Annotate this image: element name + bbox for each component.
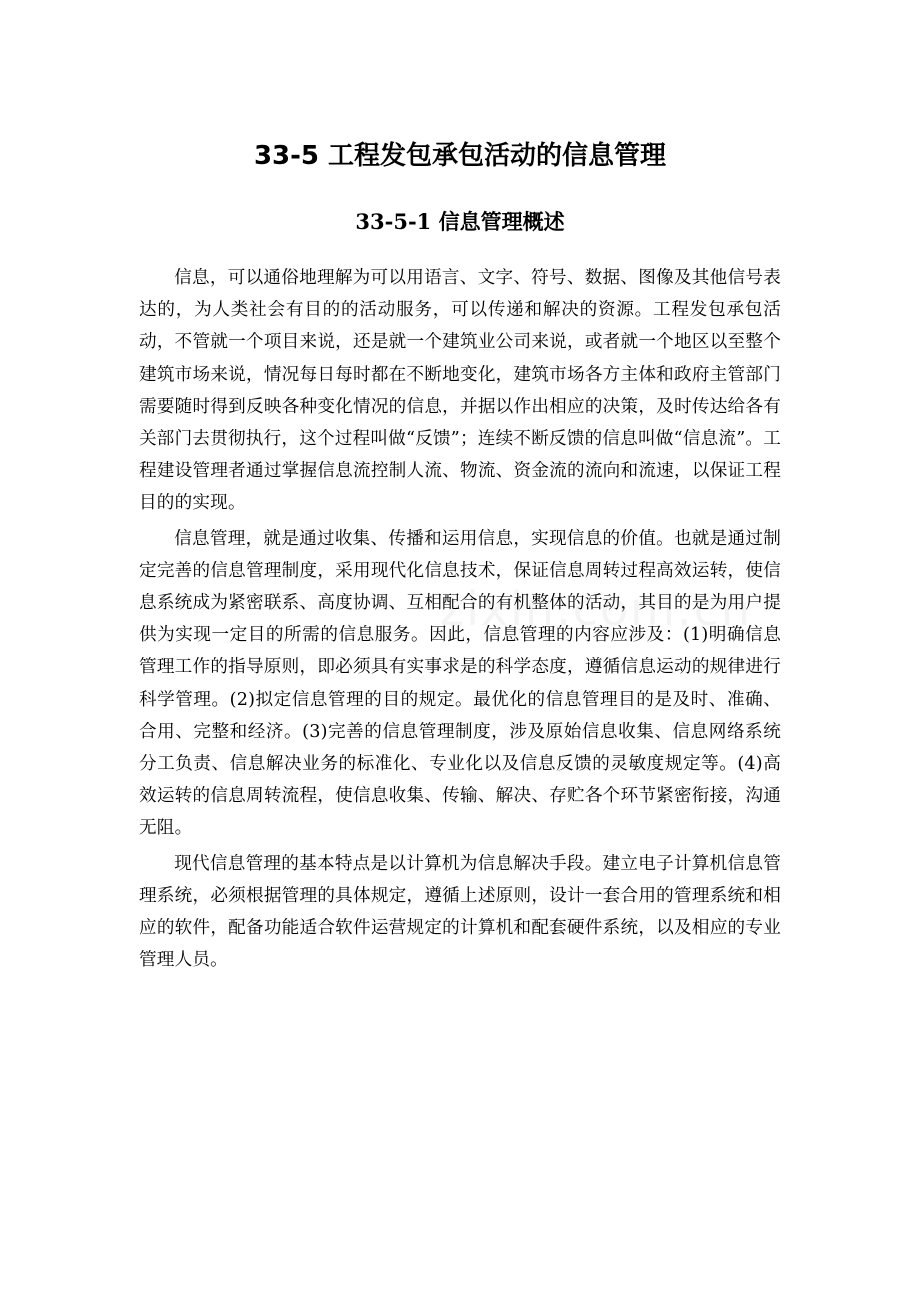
document-content (139, 128, 781, 976)
paragraph-1: 信息，可以通俗地理解为可以用语言、文字、符号、数据、图像及其他信号表达的，为人类社会有目的的活动服务，可以传递和解决的资源。工程发包承包活动，不管就一个项目来说，还是就一个建筑业公司来说，或者就一个地区以至整个建筑市场来说，情况每日每时都在不断地变化，建筑市场各方主体和政府主管部门需要随时得到反映各种变化情况的信息，并据以作出相应的决策，及时传达给各有关部门去贯彻执行，这个过程叫做“反馈”；连续不断反馈的信息叫做“信息流”。工程建设管理者通过掌握信息流控制人流、物流、资金流的流向和流速，以保证工程目的的实现。 (139, 268, 781, 514)
paragraph-2: 信息管理，就是通过收集、传播和运用信息，实现信息的价值。也就是通过制定完善的信息管理制度，采用现代化信息技术，保证信息周转过程高效运转，使信息系统成为紧密联系、高度协调、互相配合的有机整体的活动，其目的是为用户提供为实现一定目的所需的信息服务。因此，信息管理的内容应涉及：(1)明确信息管理工作的指导原则，即必须具有实事求是的科学态度，遵循信息运动的规律进行科学管理。(2)拟定信息管理的目的规定。最优化的信息管理目的是及时、准确、合用、完整和经济。(3)完善的信息管理制度，涉及原始信息收集、信息网络系统分工负责、信息解决业务的标准化、专业化以及信息反馈的灵敏度规定等。(4)高效运转的信息周转流程，使信息收集、传输、解决、存贮各个环节紧密衔接，沟通无阻。 (139, 528, 781, 839)
document-body (139, 262, 781, 976)
section-heading: 33-5-1 信息管理概述 (355, 209, 565, 234)
paragraph-3: 现代信息管理的基本特点是以计算机为信息解决手段。建立电子计算机信息管理系统，必须根据管理的具体规定，遵循上述原则，设计一套合用的管理系统和相应的软件，配备功能适合软件运营规定的计算机和配套硬件系统，以及相应的专业管理人员。 (139, 853, 781, 971)
document-title: 33-5 工程发包承包活动的信息管理 (253, 141, 667, 171)
